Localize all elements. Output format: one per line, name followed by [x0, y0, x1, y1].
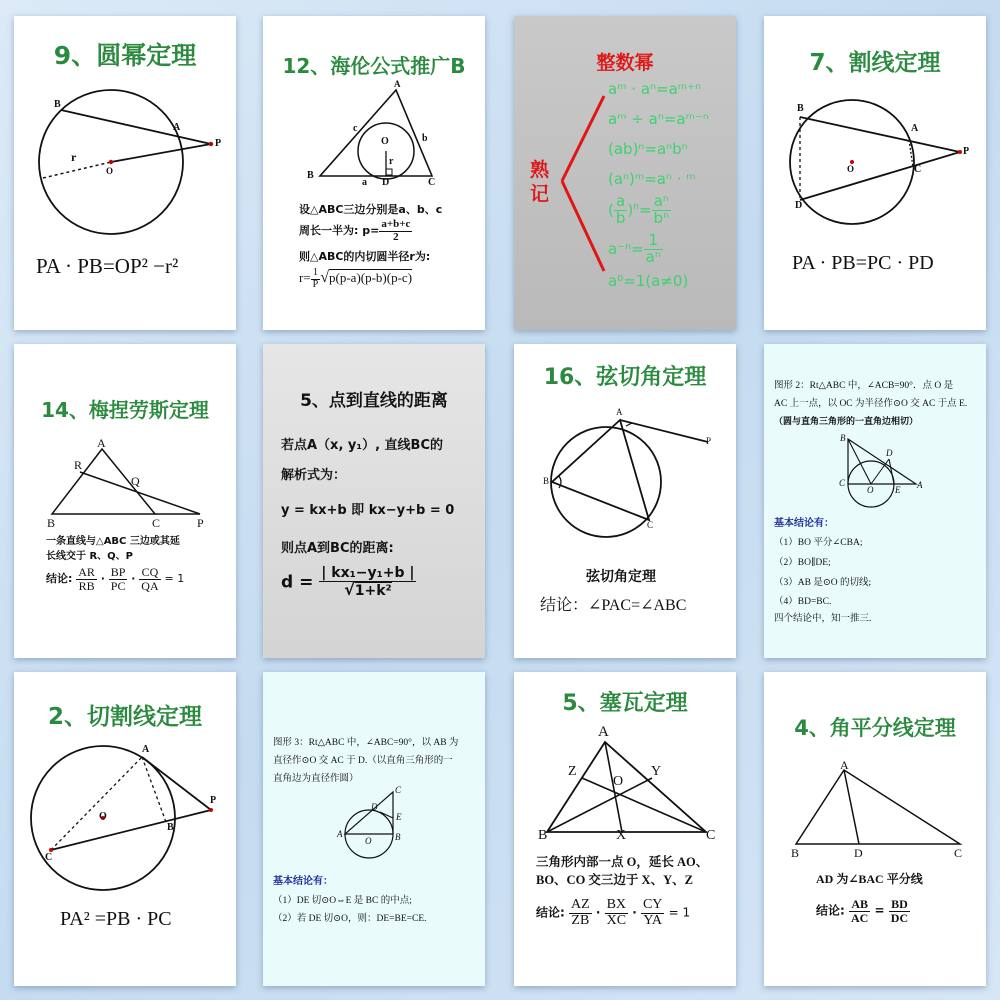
- equals: =: [874, 903, 885, 918]
- label-P: P: [706, 436, 712, 446]
- f2-num: BD: [889, 898, 910, 912]
- card-title: 5、点到直线的距离: [300, 391, 448, 411]
- line2-denominator: 2: [393, 230, 399, 243]
- label-P: P: [963, 146, 970, 157]
- label-X: X: [616, 828, 627, 843]
- conclusion-3: （3）AB 是⊙O 的切线;: [774, 578, 872, 588]
- theorem-name: 弦切角定理: [586, 569, 656, 585]
- label-C: C: [914, 164, 922, 175]
- d-num: | kx₁−y₁+b |: [321, 565, 415, 581]
- conclusion: [816, 898, 910, 924]
- angle-bisector-diagram: [764, 672, 986, 986]
- label-B: B: [797, 103, 804, 114]
- tangent-secant-diagram: [14, 672, 236, 986]
- formula-5: ( $\frac{a}{b}$ )$^n$= $\frac{\text{aⁿ}}{\text{bⁿ}}$: [608, 192, 670, 227]
- card-tangent-chord-angle: [514, 344, 736, 658]
- f2-den: PC: [110, 578, 126, 593]
- f5-left-den: b: [615, 208, 626, 227]
- label-C: C: [428, 177, 436, 188]
- text-line1: 图形 3：Rt△ABC 中，∠ABC=90°，以 AB 为: [273, 738, 459, 748]
- conclusion: 结论: $\frac{AR}{RB}$ · $\frac{BP}{PC}$ · $\frac{CQ}{QA}$ = 1: [46, 565, 185, 593]
- f2-num: BX: [606, 897, 627, 912]
- label-O: O: [613, 774, 624, 789]
- d-prefix: d =: [281, 572, 314, 593]
- card-figure-2: [764, 344, 986, 658]
- conclusion: 结论: $\frac{AZ}{ZB}$ · $\frac{BX}{XC}$ · $\frac{CY}{YA}$ = 1: [536, 897, 691, 928]
- f1-num: AR: [78, 565, 95, 579]
- f3-num: CY: [642, 897, 663, 912]
- text-line2: 解析式为：: [281, 468, 347, 483]
- text-line1: 图形 2：Rt△ABC 中，∠ACB=90°．点 O 是: [774, 381, 954, 391]
- card-title: 整数幂: [596, 52, 654, 74]
- card-figure-3: [263, 672, 485, 986]
- card-secant-theorem: [764, 16, 986, 330]
- label-B: B: [167, 822, 174, 833]
- f1-num: AB: [849, 898, 870, 912]
- f5-right-den: bⁿ: [653, 208, 670, 227]
- label-O: O: [381, 136, 389, 147]
- conclusion-2: （2）若 DE 切⊙O，则：DE=BE=CE.: [273, 914, 427, 924]
- text-line2: AC 上一点，以 OC 为半径作⊙O 交 AC 于点 E.: [774, 399, 968, 409]
- formula-6: [608, 233, 663, 266]
- bisector-desc: AD 为∠BAC 平分线: [816, 872, 923, 886]
- label-O: O: [847, 164, 855, 174]
- formula-7: a⁰=1(a≠0): [608, 272, 689, 290]
- conclusion-5: 四个结论中，知一推三.: [774, 614, 872, 624]
- label-O: O: [99, 811, 107, 822]
- label-R: R: [74, 458, 83, 472]
- formula-2: aᵐ ÷ aⁿ=aᵐ⁻ⁿ: [608, 110, 709, 128]
- label-P: P: [210, 795, 217, 806]
- label-O: O: [106, 166, 114, 176]
- label-O: O: [365, 836, 372, 846]
- card-title: 9、圆幂定理: [53, 41, 197, 70]
- label-C: C: [839, 478, 846, 488]
- label-B: B: [395, 832, 401, 842]
- label-A: A: [598, 724, 609, 740]
- label-c: c: [353, 123, 358, 134]
- f3-den: YA: [643, 912, 663, 928]
- f2-den: XC: [606, 912, 627, 928]
- card-heron-formula: [263, 16, 485, 330]
- label-A: A: [142, 744, 150, 755]
- distance-formula: d = $\frac{\text{| kx₁−y₁+b |}}{\text{√1+k²}}$: [281, 565, 415, 599]
- conclusions-heading: 基本结论有：: [273, 876, 333, 887]
- label-C: C: [954, 846, 963, 860]
- card-title: 2、切割线定理: [47, 704, 202, 730]
- label-O: O: [867, 485, 874, 495]
- side-label: 熟记: [530, 159, 550, 205]
- formula: PA² =PB · PC: [60, 908, 172, 930]
- label-Z: Z: [568, 764, 577, 779]
- text-line2: 直径作⊙O 交 AC 于 D.（以直角三角形的一: [273, 756, 453, 766]
- label-C: C: [706, 828, 716, 843]
- f2-den: DC: [890, 910, 909, 925]
- conclusion-1: （1）BO 平分∠CBA;: [774, 538, 863, 548]
- label-A: A: [337, 829, 343, 839]
- label-a: a: [362, 177, 367, 188]
- card-title: 16、弦切角定理: [543, 365, 707, 390]
- text-line1: 设△ABC三边分别是a、b、c: [299, 203, 443, 216]
- line4-radicand: p(p-a)(p-b)(p-c): [329, 269, 413, 285]
- text-line3: y = kx+b 即 kx−y+b = 0: [281, 503, 455, 518]
- desc-line1: 三角形内部一点 O，延长 AO、: [536, 855, 709, 869]
- f1-den: ZB: [571, 912, 590, 928]
- f1-den: AC: [851, 910, 869, 925]
- menelaus-diagram: [14, 344, 236, 658]
- card-title: 12、海伦公式推广B: [282, 54, 466, 78]
- label-P: P: [215, 138, 222, 149]
- label-B: B: [538, 828, 548, 843]
- card-title: 14、梅捏劳斯定理: [41, 398, 209, 422]
- figure-3-diagram: [263, 672, 485, 986]
- label-B: B: [307, 170, 314, 181]
- label-A: A: [911, 123, 919, 134]
- f5-exp: n: [633, 201, 639, 212]
- line4-denominator: P: [312, 278, 319, 290]
- label-E: E: [396, 812, 402, 822]
- label-D: D: [886, 448, 893, 458]
- label-A: A: [394, 79, 401, 89]
- equals-one: = 1: [164, 572, 185, 586]
- f3-num: CQ: [139, 566, 160, 580]
- text-line4: r= $\frac{1}{P}$ √p(p-a)(p-b)(p-c): [299, 267, 413, 290]
- d-den: 1+k²: [354, 582, 392, 599]
- label-r: r: [71, 150, 77, 164]
- card-integer-powers: [514, 16, 736, 330]
- label-Q: Q: [131, 474, 140, 488]
- f6-num: 1: [644, 233, 663, 250]
- card-tangent-secant-theorem: [14, 672, 236, 986]
- card-title: 7、割线定理: [809, 50, 941, 76]
- label-C: C: [647, 520, 654, 530]
- label-P: P: [197, 516, 204, 530]
- power-of-point-diagram: [14, 16, 236, 330]
- formula-3: (ab)ⁿ=aⁿbⁿ: [608, 140, 688, 158]
- label-B: B: [791, 846, 800, 860]
- desc-line2: 长线交于 R、Q、P: [46, 551, 134, 562]
- conclusion-label: 结论:: [816, 903, 845, 918]
- label-B: B: [840, 433, 846, 443]
- f5-right-num: aⁿ: [652, 194, 672, 211]
- f1-den: RB: [78, 578, 95, 593]
- text-line4: 则点A到BC的距离:: [281, 541, 394, 556]
- desc-line1: 一条直线与△ABC 三边或其延: [46, 536, 180, 547]
- secant-diagram: [764, 16, 986, 330]
- label-A: A: [840, 758, 849, 772]
- label-A: A: [917, 480, 923, 490]
- f6-den: aⁿ: [645, 247, 661, 266]
- text-line3: 直角边为直径作圆）: [273, 774, 359, 784]
- f6-prefix: a⁻ⁿ=: [608, 239, 644, 258]
- label-Y: Y: [651, 764, 662, 779]
- card-title: 5、塞瓦定理: [562, 691, 688, 716]
- conclusion-2: （2）BO∥DE;: [774, 558, 831, 568]
- label-A: A: [616, 407, 623, 417]
- label-A: A: [97, 436, 106, 450]
- card-menelaus-theorem: [14, 344, 236, 658]
- card-angle-bisector-theorem: [764, 672, 986, 986]
- text-line1: 若点A（x, y₁）, 直线BC的: [281, 438, 443, 453]
- formula: PA · PB=PC · PD: [792, 252, 934, 274]
- label-B: B: [543, 476, 550, 486]
- label-B: B: [47, 516, 56, 530]
- label-b: b: [422, 133, 428, 144]
- formula-4: (aⁿ)ᵐ=aⁿ · ᵐ: [608, 170, 696, 188]
- label-D: D: [382, 177, 390, 188]
- label-C: C: [395, 785, 402, 795]
- line4-numerator: 1: [311, 268, 321, 280]
- label-C: C: [45, 852, 53, 863]
- f5-left-num: a: [614, 194, 628, 211]
- desc-line2: BO、CO 交三边于 X、Y、Z: [536, 873, 693, 887]
- label-r: r: [389, 156, 394, 167]
- card-point-line-distance: [263, 344, 485, 658]
- label-D: D: [795, 200, 803, 211]
- text-line2: [299, 219, 412, 243]
- conclusion-label: 结论:: [46, 572, 73, 586]
- f2-num: BP: [110, 565, 126, 579]
- card-title: 4、角平分线定理: [794, 716, 956, 740]
- formula: PA · PB=OP² −r²: [36, 254, 179, 278]
- card-power-of-point: [14, 16, 236, 330]
- label-D: D: [371, 802, 378, 812]
- f1-num: AZ: [571, 897, 590, 912]
- conclusion: 结论：∠PAC=∠ABC: [540, 597, 687, 614]
- label-B: B: [54, 99, 61, 110]
- label-D: D: [854, 846, 863, 860]
- line2-prefix: 周长一半为: p=: [299, 224, 380, 238]
- line2-numerator: a+b+c: [381, 218, 411, 230]
- line4-prefix: r=: [299, 269, 311, 285]
- conclusion-label: 结论:: [536, 905, 565, 920]
- conclusion-1: （1）DE 切⊙O⇔E 是 BC 的中点;: [273, 896, 412, 906]
- conclusions-heading: 基本结论有：: [774, 518, 834, 529]
- f3-den: QA: [141, 578, 159, 593]
- card-ceva-theorem: [514, 672, 736, 986]
- formula-1: aᵐ · aⁿ=aᵐ⁺ⁿ: [608, 80, 702, 98]
- conclusion-4: （4）BD=BC.: [774, 597, 832, 607]
- label-E: E: [895, 485, 901, 495]
- equals-one: = 1: [668, 905, 691, 920]
- text-line3: 则△ABC的内切圆半径r为:: [299, 250, 431, 263]
- label-A: A: [173, 122, 181, 133]
- text-line3: （圆与直角三角形的一直角边相切）: [774, 416, 919, 426]
- label-C: C: [152, 516, 161, 530]
